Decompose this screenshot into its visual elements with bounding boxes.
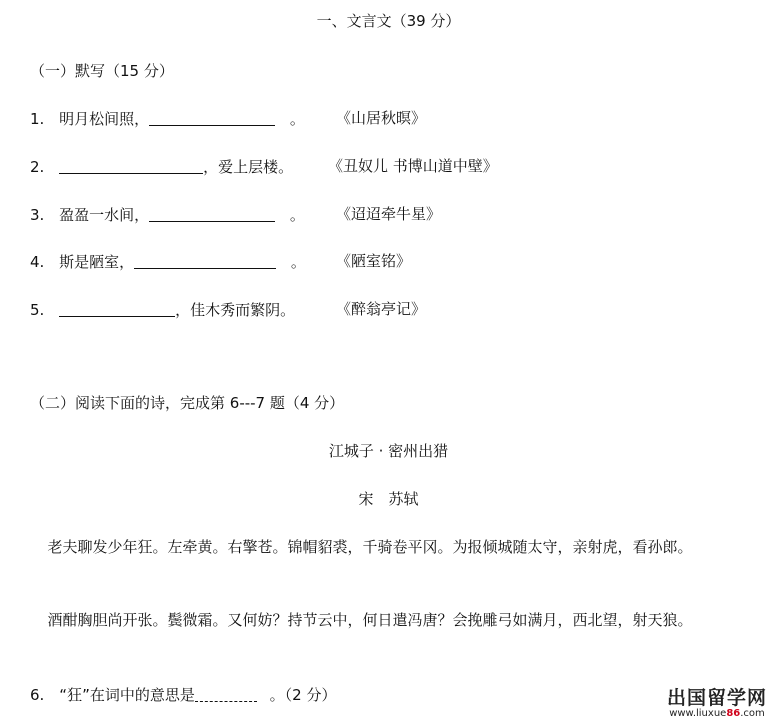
- question-punct: 。: [289, 206, 305, 224]
- answer-blank[interactable]: [195, 687, 257, 702]
- question-punct: 。: [290, 253, 306, 271]
- poem-stanza-1: 老夫聊发少年狂。左牵黄。右擎苍。锦帽貂裘，千骑卷平冈。为报倾城随太守，亲射虎，看孙郎。: [47, 538, 693, 556]
- question-text: 盈盈一水间，: [59, 206, 150, 224]
- question-6-points: 。（2 分）: [269, 686, 337, 704]
- question-3-source: 《迢迢牵牛星》: [336, 205, 442, 223]
- question-1-source: 《山居秋暝》: [336, 109, 427, 127]
- answer-blank[interactable]: [149, 207, 275, 222]
- question-2-source: 《丑奴儿 书博山道中壁》: [328, 157, 498, 175]
- question-1: [30, 111, 305, 127]
- watermark-title: 出国留学网: [666, 687, 767, 709]
- question-number: 1.: [30, 110, 45, 128]
- answer-blank[interactable]: [59, 302, 175, 317]
- part2-title: （二）阅读下面的诗，完成第 6---7 题（4 分）: [30, 394, 345, 412]
- question-6-text: 6. “狂”在词中的意思是: [30, 686, 195, 704]
- answer-blank[interactable]: [134, 254, 276, 269]
- question-text: 明月松间照，: [59, 110, 150, 128]
- answer-blank[interactable]: [149, 111, 275, 126]
- question-5-source: 《醉翁亭记》: [336, 300, 427, 318]
- question-number: 5.: [30, 301, 45, 319]
- section-title: 一、文言文（39 分）: [316, 12, 461, 30]
- question-punct: 。: [289, 110, 305, 128]
- watermark-url: www.liuxue86.com: [669, 708, 765, 719]
- question-4: [30, 254, 306, 270]
- poem-author: 宋 苏轼: [358, 490, 419, 508]
- question-3: [30, 207, 305, 223]
- question-number: 2.: [30, 158, 45, 176]
- question-text: 斯是陋室，: [59, 253, 135, 271]
- question-number: 4.: [30, 253, 45, 271]
- question-text: ，佳木秀而繁阴。: [175, 301, 296, 319]
- question-number: 3.: [30, 206, 45, 224]
- question-6: [30, 687, 336, 703]
- answer-blank[interactable]: [59, 159, 203, 174]
- question-4-source: 《陋室铭》: [336, 252, 412, 270]
- poem-title: 江城子 · 密州出猎: [328, 442, 449, 460]
- part1-title: （一）默写（15 分）: [30, 62, 174, 80]
- question-2: [30, 159, 293, 175]
- question-text: ，爱上层楼。: [203, 158, 294, 176]
- question-5: [30, 302, 295, 318]
- watermark-logo: [667, 689, 767, 719]
- poem-stanza-2: 酒酣胸胆尚开张。鬓微霜。又何妨？持节云中，何日遣冯唐？会挽雕弓如满月，西北望，射天狼。: [47, 611, 693, 629]
